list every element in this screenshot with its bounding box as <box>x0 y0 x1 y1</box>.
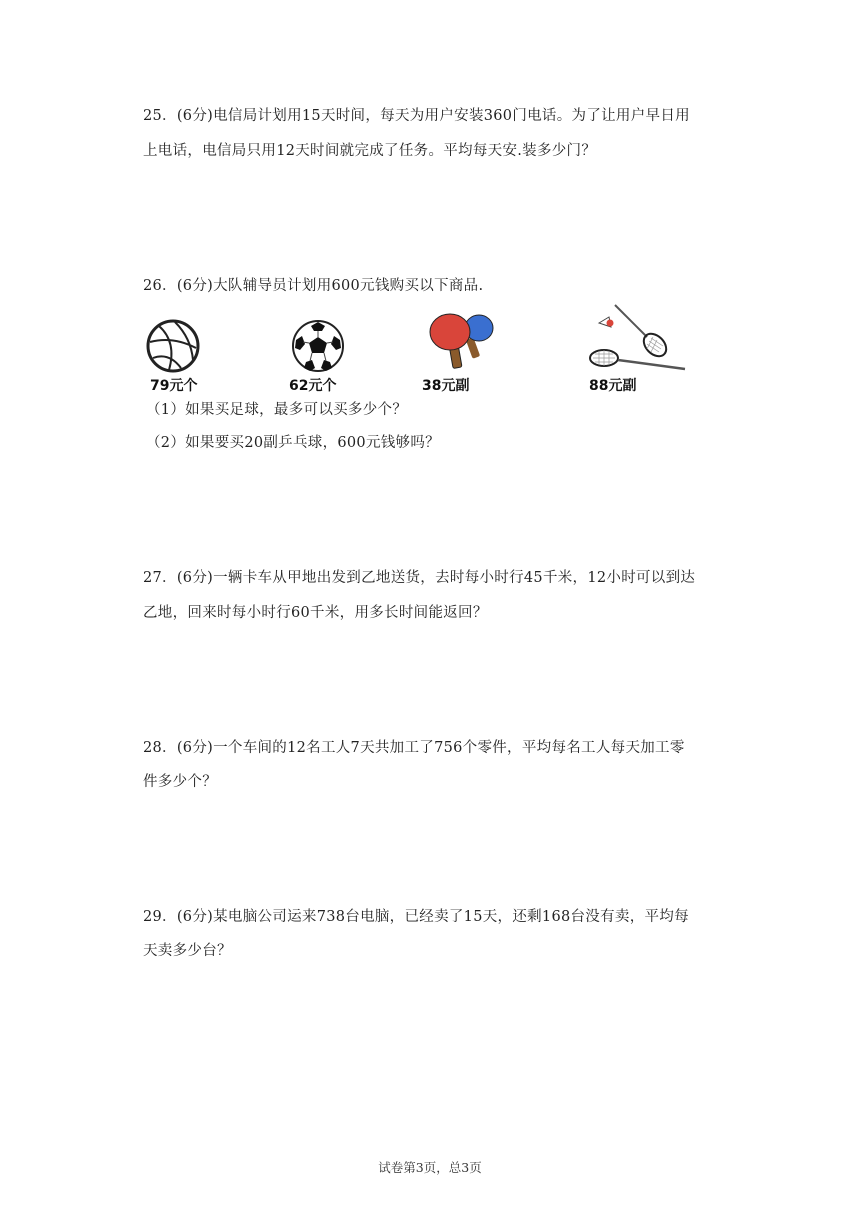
basketball-icon <box>145 318 201 378</box>
question-28-line-2: 件多少个？ <box>143 774 217 790</box>
question-29-line-1: 29．(6分)某电脑公司运来738台电脑，已经卖了15天，还剩168台没有卖，平均每 <box>143 909 689 925</box>
ping-pong-price: 38元副 <box>422 378 470 394</box>
question-25-line-1: 25．(6分)电信局计划用15天时间，每天为用户安装360门电话。为了让用户早日用 <box>143 108 690 124</box>
question-29-line-2: 天卖多少台？ <box>143 943 232 959</box>
basketball-price: 79元个 <box>150 378 198 394</box>
question-28-line-1: 28．(6分)一个车间的12名工人7天共加工了756个零件，平均每名工人每天加工零 <box>143 740 685 756</box>
question-27-line-2: 乙地，回来时每小时行60千米，用多长时间能返回？ <box>143 605 488 621</box>
question-27-line-1: 27．(6分)一辆卡车从甲地出发到乙地送货，去时每小时行45千米，12小时可以到达 <box>143 570 696 586</box>
question-26-sub-2: （2）如果要买20副乒乓球，600元钱够吗？ <box>146 435 440 451</box>
question-25-line-2: 上电话，电信局只用12天时间就完成了任务。平均每天安.装多少门？ <box>143 143 597 159</box>
badminton-rackets-icon <box>585 303 690 377</box>
page-footer: 试卷第3页，总3页 <box>378 1160 482 1175</box>
question-26-sub-1: （1）如果买足球，最多可以买多少个？ <box>146 402 408 418</box>
question-26-line-1: 26．(6分)大队辅导员计划用600元钱购买以下商品. <box>143 278 484 294</box>
soccer-ball-icon <box>290 318 346 378</box>
badminton-price: 88元副 <box>589 378 637 394</box>
soccer-ball-price: 62元个 <box>289 378 337 394</box>
ping-pong-paddles-icon <box>425 308 497 376</box>
